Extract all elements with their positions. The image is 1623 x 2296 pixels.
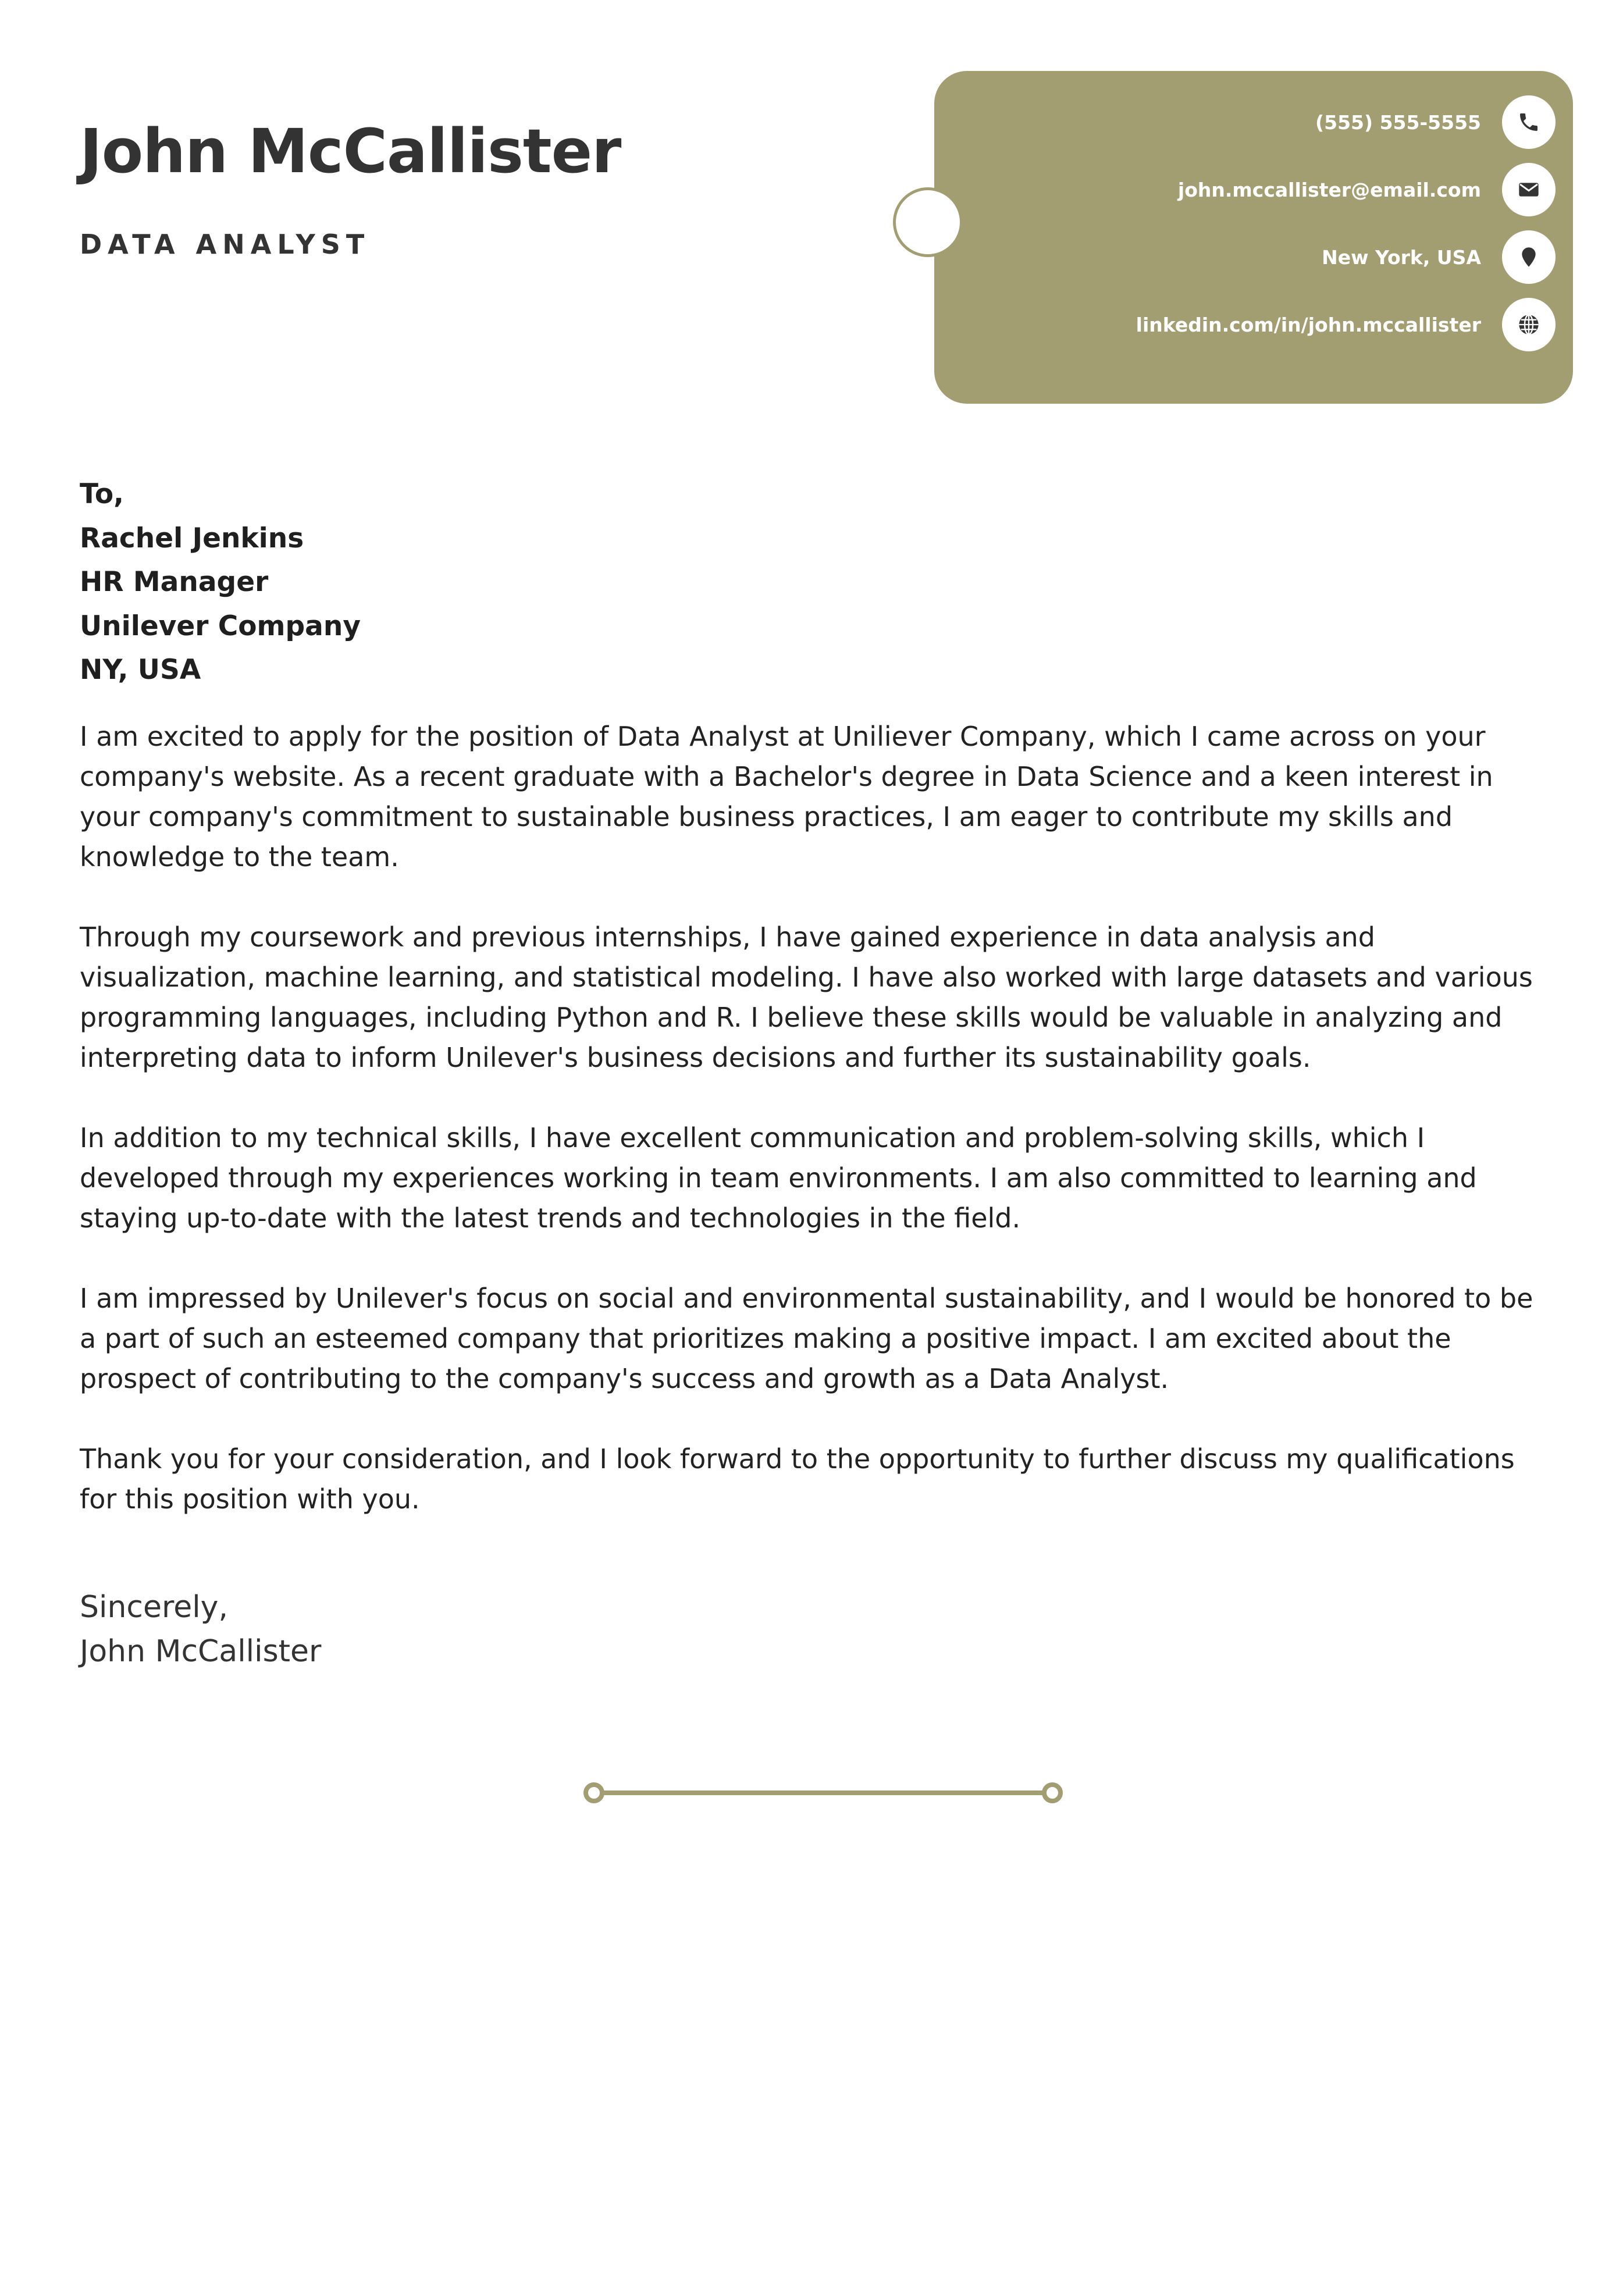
recipient-company: Unilever Company	[80, 610, 361, 642]
card-notch-decoration	[893, 187, 963, 257]
body-paragraph: In addition to my technical skills, I have excellent communication and problem-solving skills, which I developed through my experiences working in team environments. I am also committed to learning and staying up-to-date with the latest trends and technologies in the field.	[80, 1122, 1477, 1234]
recipient-title: HR Manager	[80, 566, 269, 598]
contact-card	[934, 71, 1573, 404]
contact-location-row	[1322, 230, 1556, 284]
contact-phone[interactable]: (555) 555-5555	[1315, 111, 1481, 134]
recipient-block	[80, 472, 361, 692]
body-paragraph: Thank you for your consideration, and I look forward to the opportunity to further discuss my qualifications for this position with you.	[80, 1443, 1515, 1515]
recipient-name: Rachel Jenkins	[80, 522, 304, 554]
applicant-name: John McCallister	[80, 116, 621, 187]
contact-location: New York, USA	[1322, 245, 1481, 269]
valediction: Sincerely,	[80, 1590, 228, 1625]
body-paragraph: I am excited to apply for the position of Data Analyst at Uniliever Company, which I came across on your company's website. As a recent graduate with a Bachelor's degree in Data Science and a keen interest in your company's commitment to sustainable business practices, I am eager to contribute my skills and knowledge to the team.	[80, 721, 1493, 873]
map-pin-icon	[1502, 230, 1556, 284]
contact-phone-row	[1315, 95, 1556, 149]
job-title: DATA ANALYST	[80, 229, 371, 260]
signature-name: John McCallister	[80, 1634, 322, 1669]
closing-block	[80, 1585, 321, 1674]
phone-icon	[1502, 95, 1556, 149]
contact-email-row	[1178, 163, 1556, 216]
body-paragraph: Through my coursework and previous internships, I have gained experience in data analysis and visualization, machine learning, and statistical modeling. I have also worked with large datasets and various programming languages, including Python and R. I believe these skills would be valuable in analyzing and interpreting data to inform Unilever's business decisions and further its sustainability goals.	[80, 921, 1533, 1073]
recipient-location: NY, USA	[80, 654, 201, 686]
contact-linkedin[interactable]: linkedin.com/in/john.mccallister	[1136, 313, 1481, 336]
envelope-icon	[1502, 163, 1556, 216]
body-paragraph: I am impressed by Unilever's focus on social and environmental sustainability, and I would be honored to be a part of such an esteemed company that prioritizes making a positive impact. I am excited about the prospect of contributing to the company's success and growth as a Data Analyst.	[80, 1283, 1533, 1394]
decorative-divider	[579, 1780, 1067, 1806]
contact-email[interactable]: john.mccallister@email.com	[1177, 178, 1481, 201]
recipient-salutation: To,	[80, 478, 124, 510]
globe-icon	[1502, 298, 1556, 351]
contact-linkedin-row	[1136, 298, 1556, 351]
